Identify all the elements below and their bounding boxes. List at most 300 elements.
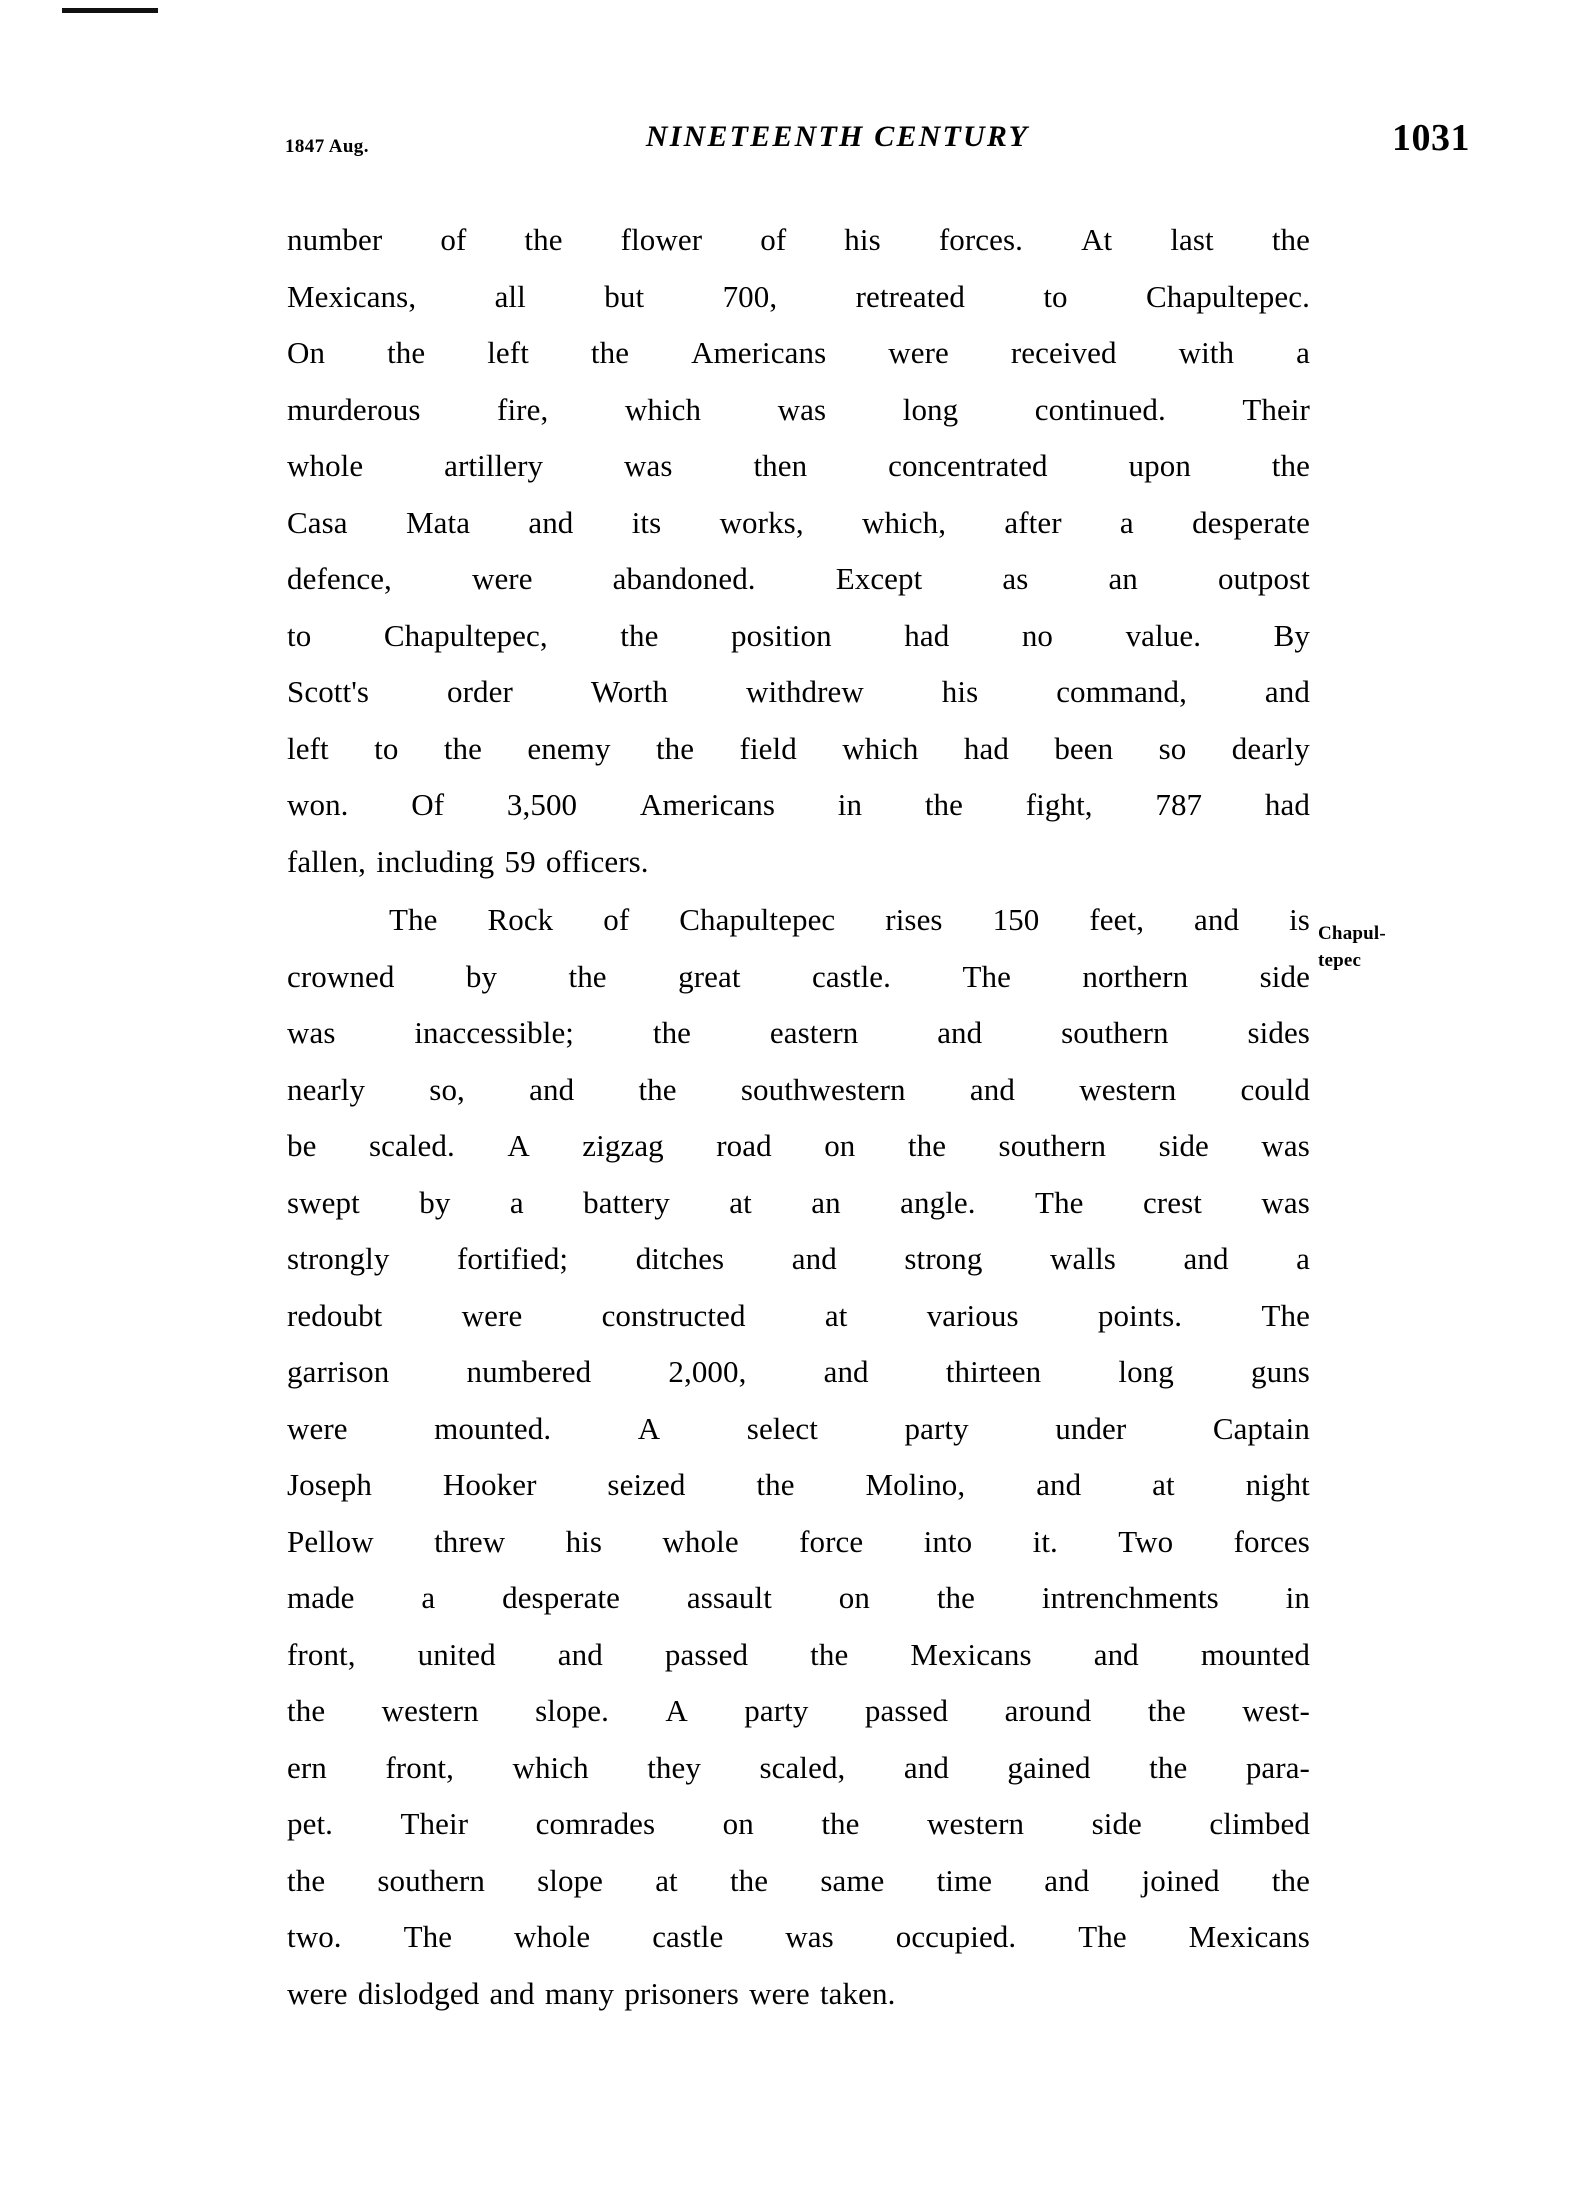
text-line — [287, 1570, 1310, 1627]
word: and — [937, 1015, 983, 1050]
scan-edge-mark — [62, 8, 158, 13]
word: Hooker — [442, 1467, 537, 1502]
word: front, — [385, 1749, 454, 1785]
text-line — [287, 1683, 1310, 1740]
word: mounted. — [434, 1410, 552, 1446]
word: seized — [607, 1467, 686, 1502]
word: western — [381, 1693, 479, 1728]
word: and — [489, 1975, 535, 2011]
word: outpost — [1217, 561, 1310, 596]
word: forces. — [938, 222, 1024, 257]
word: and — [1194, 902, 1240, 937]
word: but — [604, 278, 645, 314]
word: taken. — [819, 1975, 896, 2011]
margin-note-chapultepec — [1318, 920, 1468, 974]
word: into — [923, 1523, 973, 1559]
word: 59 — [504, 843, 536, 879]
word: southern — [1061, 1015, 1169, 1050]
word: 787 — [1155, 787, 1203, 822]
word: on — [838, 1580, 870, 1615]
word: his — [941, 674, 979, 709]
word: guns — [1250, 1354, 1310, 1389]
page-number: 1031 — [1392, 117, 1470, 159]
word: side — [1259, 958, 1310, 994]
word: Scott's — [287, 674, 370, 709]
word: had — [904, 617, 950, 653]
word: by — [419, 1184, 451, 1220]
word: The — [388, 902, 438, 937]
word: and — [1183, 1241, 1229, 1276]
word: road — [716, 1128, 772, 1163]
word: to — [1043, 278, 1068, 314]
word: southwestern — [740, 1071, 906, 1107]
word: the — [907, 1128, 947, 1163]
word: western — [926, 1806, 1025, 1841]
word: Worth — [590, 674, 669, 709]
word: after — [1004, 504, 1062, 540]
text-line — [287, 551, 1310, 608]
word: At — [1081, 222, 1113, 257]
word: side — [1091, 1806, 1142, 1841]
word: an — [1108, 561, 1138, 596]
word: intrenchments — [1041, 1580, 1219, 1615]
text-line — [287, 1740, 1310, 1797]
text-line — [287, 1627, 1310, 1684]
word: garrison — [287, 1354, 390, 1389]
word: The — [1035, 1184, 1084, 1220]
word: numbered — [466, 1354, 592, 1389]
word: Their — [400, 1806, 469, 1841]
word: and — [557, 1636, 603, 1672]
word: which — [842, 730, 919, 766]
text-line — [287, 892, 1310, 949]
word: Pellow — [287, 1523, 374, 1559]
word: desperate — [1192, 504, 1310, 540]
word: number — [287, 222, 383, 257]
word: assault — [686, 1580, 772, 1615]
text-line — [287, 608, 1310, 665]
word: was — [287, 1015, 336, 1050]
word: to — [374, 730, 399, 766]
word: by — [465, 958, 498, 994]
word: the — [1271, 448, 1310, 483]
word: an — [811, 1184, 841, 1220]
word: and — [903, 1749, 949, 1785]
word: fight, — [1025, 787, 1093, 822]
word: its — [631, 504, 662, 540]
word: The — [1261, 1297, 1310, 1333]
word: swept — [287, 1184, 360, 1220]
word: Chapultepec — [679, 902, 836, 937]
word: left — [487, 335, 529, 370]
word: the — [1149, 1749, 1188, 1785]
word: at — [1152, 1467, 1175, 1502]
word: value. — [1125, 617, 1202, 653]
word: crowned — [287, 958, 395, 994]
word: enemy — [527, 730, 611, 766]
word: Rock — [487, 902, 554, 937]
word: Americans — [639, 787, 776, 822]
word: as — [1002, 561, 1029, 596]
word: A — [507, 1128, 530, 1163]
word: his — [844, 222, 881, 257]
word: under — [1055, 1410, 1127, 1446]
word: left — [287, 730, 329, 766]
word: was — [785, 1919, 834, 1954]
word: slope. — [535, 1693, 609, 1728]
text-line — [287, 949, 1310, 1006]
text-line — [287, 1005, 1310, 1062]
word: of — [440, 222, 467, 257]
word: joined — [1141, 1862, 1220, 1898]
word: Casa — [287, 504, 348, 540]
word: fortified; — [456, 1241, 569, 1276]
word: last — [1170, 222, 1214, 257]
word: Of — [411, 787, 445, 822]
word: threw — [434, 1523, 506, 1559]
word: a — [1296, 335, 1310, 370]
word: points. — [1097, 1297, 1183, 1333]
text-line — [287, 1231, 1310, 1288]
word: including — [376, 843, 495, 879]
word: they — [647, 1749, 701, 1785]
text-line — [287, 269, 1310, 326]
word: upon — [1128, 448, 1191, 483]
word: and — [791, 1241, 837, 1276]
word: the — [936, 1580, 976, 1615]
word: united — [417, 1636, 496, 1672]
word: withdrew — [745, 674, 864, 709]
word: the — [387, 335, 426, 370]
word: murderous — [287, 391, 421, 427]
word: defence, — [287, 561, 392, 596]
word: order — [447, 674, 513, 709]
text-line — [287, 777, 1310, 834]
text-line — [287, 721, 1310, 778]
word: command, — [1056, 674, 1187, 709]
word: force — [799, 1523, 864, 1559]
word: whole — [662, 1523, 739, 1559]
word: the — [287, 1693, 326, 1728]
text-line — [287, 1062, 1310, 1119]
word: scaled, — [759, 1749, 846, 1785]
word: Their — [1242, 391, 1310, 427]
word: won. — [287, 787, 349, 822]
word: around — [1004, 1693, 1092, 1728]
word: Chapultepec, — [383, 617, 548, 653]
text-line — [287, 1288, 1310, 1345]
word: climbed — [1209, 1806, 1310, 1841]
word: walls — [1050, 1241, 1116, 1276]
word: is — [1289, 902, 1310, 937]
word: rises — [885, 902, 943, 937]
word: were — [749, 1975, 810, 2011]
word: had — [963, 730, 1009, 766]
word: nearly — [287, 1071, 366, 1107]
word: the — [652, 1015, 692, 1050]
word: Americans — [691, 335, 827, 370]
word: party — [744, 1693, 809, 1728]
word: gained — [1007, 1749, 1091, 1785]
word: were — [287, 1975, 348, 2011]
word: 2,000, — [668, 1354, 747, 1389]
word: on — [722, 1806, 754, 1841]
word: thirteen — [945, 1354, 1042, 1389]
word: crest — [1142, 1184, 1202, 1220]
text-line — [287, 1514, 1310, 1571]
word: Mexicans — [910, 1636, 1032, 1672]
running-head-title: NINETEENTH CENTURY — [645, 120, 1030, 153]
word: be — [287, 1128, 317, 1163]
word: position — [731, 617, 832, 653]
word: the — [287, 1862, 326, 1898]
word: of — [603, 902, 630, 937]
word: comrades — [535, 1806, 656, 1841]
word: zigzag — [582, 1128, 664, 1163]
word: forces — [1233, 1523, 1310, 1559]
word: The — [962, 958, 1011, 994]
word: his — [565, 1523, 603, 1559]
text-line — [287, 664, 1310, 721]
word: fire, — [497, 391, 549, 427]
word: prisoners — [624, 1975, 739, 2011]
word: the — [1271, 222, 1310, 257]
word: it. — [1032, 1523, 1058, 1559]
word: works, — [719, 504, 804, 540]
word: 700, — [722, 278, 778, 314]
word: so — [1158, 730, 1187, 766]
paragraph-indent — [287, 892, 339, 949]
word: so, — [429, 1071, 465, 1107]
word: dislodged — [357, 1975, 480, 2011]
word: Mexicans, — [287, 278, 417, 314]
word: Captain — [1212, 1410, 1310, 1446]
word: been — [1054, 730, 1114, 766]
word: two. — [287, 1919, 342, 1954]
word: which — [512, 1749, 589, 1785]
word: received — [1010, 335, 1117, 370]
word: on — [824, 1128, 856, 1163]
word: passed — [864, 1693, 949, 1728]
word: ern — [287, 1749, 327, 1785]
word: could — [1240, 1071, 1310, 1107]
word: a — [421, 1580, 436, 1615]
text-line — [287, 1344, 1310, 1401]
word: night — [1245, 1467, 1310, 1502]
word: in — [1285, 1580, 1310, 1615]
word: By — [1273, 617, 1310, 653]
word: the — [590, 335, 630, 370]
word: A — [665, 1693, 688, 1728]
word: the — [1147, 1693, 1186, 1728]
word: which — [624, 391, 702, 427]
running-head-date: 1847 Aug. — [285, 136, 369, 157]
word: mounted — [1200, 1636, 1310, 1672]
word: passed — [664, 1636, 749, 1672]
word: party — [904, 1410, 969, 1446]
text-line — [287, 212, 1310, 269]
paragraph-1 — [287, 212, 1310, 890]
word: sides — [1247, 1015, 1310, 1050]
word: and — [969, 1071, 1015, 1107]
word: whole — [514, 1919, 591, 1954]
word: was — [777, 391, 827, 427]
word: inaccessible; — [414, 1015, 575, 1050]
word: was — [1261, 1184, 1310, 1220]
word: Two — [1118, 1523, 1174, 1559]
word: to — [287, 617, 312, 653]
word: retreated — [855, 278, 965, 314]
word: strong — [904, 1241, 983, 1276]
text-line — [287, 382, 1310, 439]
word: west- — [1242, 1693, 1310, 1728]
running-head — [285, 117, 1470, 166]
word: fallen, — [287, 843, 367, 879]
word: the — [810, 1636, 849, 1672]
word: side — [1158, 1128, 1209, 1163]
word: northern — [1082, 958, 1189, 994]
word: and — [1093, 1636, 1139, 1672]
word: same — [820, 1862, 885, 1898]
word: Except — [835, 561, 923, 596]
word: various — [926, 1297, 1019, 1333]
word: great — [678, 958, 741, 994]
word: were — [471, 561, 533, 596]
word: strongly — [287, 1241, 390, 1276]
word: in — [837, 787, 863, 822]
word: the — [756, 1467, 795, 1502]
word: redoubt — [287, 1297, 383, 1333]
word: no — [1021, 617, 1054, 653]
word: The — [403, 1919, 453, 1954]
word: battery — [583, 1184, 670, 1220]
word: the — [568, 958, 607, 994]
word: and — [1044, 1862, 1090, 1898]
word: Molino, — [865, 1467, 966, 1502]
word: and — [529, 1071, 575, 1107]
word: pet. — [287, 1806, 334, 1841]
word: whole — [287, 448, 364, 483]
word: constructed — [601, 1297, 746, 1333]
word: the — [655, 730, 695, 766]
word: occupied. — [895, 1919, 1017, 1954]
word: a — [1296, 1241, 1310, 1276]
word: the — [821, 1806, 860, 1841]
text-line — [287, 1457, 1310, 1514]
word: were — [461, 1297, 523, 1333]
word: all — [494, 278, 526, 314]
text-line — [287, 1401, 1310, 1458]
word: On — [287, 335, 326, 370]
word: Chapultepec. — [1146, 278, 1310, 314]
word: A — [637, 1410, 661, 1446]
word: concentrated — [888, 448, 1048, 483]
word: Joseph — [287, 1467, 372, 1502]
word: Mata — [405, 504, 471, 540]
word: dearly — [1231, 730, 1310, 766]
word: angle. — [900, 1184, 976, 1220]
word: of — [760, 222, 787, 257]
word: the — [729, 1862, 769, 1898]
text-line — [287, 495, 1310, 552]
word: the — [1271, 1862, 1310, 1898]
paragraph-2 — [287, 892, 1310, 2022]
word: select — [746, 1410, 818, 1446]
word: was — [624, 448, 673, 483]
word: a — [509, 1184, 524, 1220]
word: field — [739, 730, 797, 766]
body-text — [287, 212, 1310, 2022]
text-line — [287, 1909, 1310, 1966]
text-line — [287, 1966, 1310, 2023]
word: front, — [287, 1636, 356, 1672]
word: were — [287, 1410, 348, 1446]
margin-note-line-1: Chapul- — [1318, 923, 1386, 944]
word: was — [1261, 1128, 1310, 1163]
word: officers. — [545, 843, 649, 879]
word: and — [528, 504, 574, 540]
word: long — [902, 391, 959, 427]
word: the — [524, 222, 563, 257]
word: slope — [537, 1862, 604, 1898]
word: at — [729, 1184, 752, 1220]
word: southern — [998, 1128, 1107, 1163]
word: which, — [861, 504, 947, 540]
word: the — [443, 730, 483, 766]
word: were — [888, 335, 949, 370]
text-line — [287, 325, 1310, 382]
word: feet, — [1089, 902, 1145, 937]
word: western — [1079, 1071, 1177, 1107]
word: at — [655, 1862, 678, 1898]
word: long — [1118, 1354, 1174, 1389]
word: with — [1178, 335, 1235, 370]
word: scaled. — [368, 1128, 455, 1163]
word: artillery — [444, 448, 544, 483]
word: then — [753, 448, 808, 483]
word: ditches — [635, 1241, 725, 1276]
word: 3,500 — [506, 787, 578, 822]
text-line — [287, 1118, 1310, 1175]
margin-note-line-2: tepec — [1318, 950, 1362, 971]
text-line — [287, 834, 1310, 891]
word: the — [924, 787, 964, 822]
word: Mexicans — [1188, 1919, 1310, 1954]
word: abandoned. — [612, 561, 756, 596]
word: and — [1036, 1467, 1082, 1502]
word: a — [1119, 504, 1134, 540]
word: made — [287, 1580, 355, 1615]
word: castle. — [811, 958, 892, 994]
text-line — [287, 1853, 1310, 1910]
word: many — [544, 1975, 615, 2011]
word: had — [1264, 787, 1310, 822]
text-line — [287, 1175, 1310, 1232]
word: desperate — [502, 1580, 621, 1615]
word: and — [1264, 674, 1310, 709]
word: and — [823, 1354, 869, 1389]
word: time — [936, 1862, 993, 1898]
word: eastern — [769, 1015, 859, 1050]
word: The — [1078, 1919, 1127, 1954]
word: the — [638, 1071, 677, 1107]
text-line — [287, 438, 1310, 495]
word: at — [824, 1297, 848, 1333]
word: continued. — [1034, 391, 1166, 427]
word: castle — [652, 1919, 724, 1954]
word: 150 — [992, 902, 1040, 937]
text-line — [287, 1796, 1310, 1853]
